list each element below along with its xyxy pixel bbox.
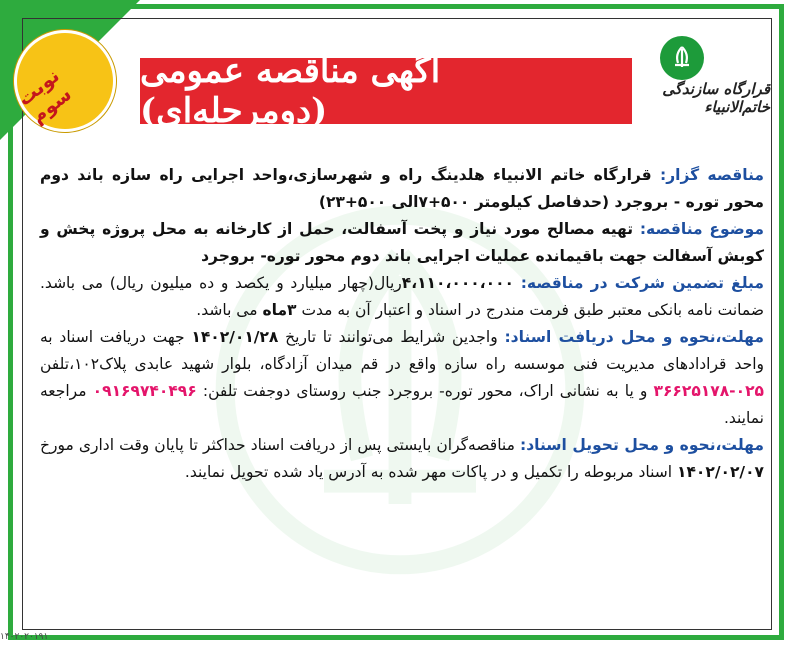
page-title: آگهی مناقصه عمومی (دومرحله‌ای) (140, 51, 441, 131)
tenderer-label: مناقصه گزار: (660, 166, 764, 184)
delivery-paragraph (40, 432, 764, 486)
delivery-label: مهلت،نحوه و محل تحویل اسناد: (520, 436, 764, 454)
documents-text-1: واجدین شرایط می‌توانند تا تاریخ (278, 328, 505, 346)
subject-text: تهیه مصالح مورد نیاز و پخت آسفالت، حمل از کارخانه به محل پروژه پخش و کوبش آسفالت جهت باقیمانده عملیات اجرایی باند دوم محور توره- بروجرد (40, 220, 764, 265)
guarantee-amount: ۴،۱۱۰،۰۰۰،۰۰۰ (401, 274, 515, 292)
documents-paragraph (40, 324, 764, 432)
guarantee-paragraph (40, 270, 764, 324)
guarantee-text-2: می باشد. (196, 301, 263, 319)
tenderer-text: قرارگاه خاتم الانبیاء هلدینگ راه و شهرسازی،واحد اجرایی راه سازه باند دوم محور توره - بروجرد (حدفاصل کیلومتر ۵۰۰+۷الی ۵۰۰+۲۳) (40, 166, 764, 211)
subject-paragraph (40, 216, 764, 270)
tenderer-paragraph (40, 162, 764, 216)
delivery-text-2: اسناد مربوطه را تکمیل و در پاکات مهر شده به آدرس یاد شده تحویل نمایند. (184, 463, 677, 481)
documents-text-3: و یا به نشانی اراک، محور توره- بروجرد جنب روستای دوجفت تلفن: (196, 382, 654, 400)
documents-text-2: جهت دریافت اسناد به واحد قرادادهای مدیریت فنی موسسه راه سازه واقع در قم میدان آزادگاه، بلوار شهید عابدی پلاک۱۰۲،تلفن (40, 328, 764, 373)
documents-mobile: ۰۹۱۶۹۷۴۰۴۹۶ (92, 382, 197, 400)
guarantee-duration: ۳ماه (262, 301, 297, 319)
delivery-date: ۱۴۰۲/۰۲/۰۷ (676, 463, 764, 481)
documents-text-4: مراجعه نمایند. (40, 382, 764, 427)
documents-label: مهلت،نحوه و محل دریافت اسناد: (504, 328, 764, 346)
title-banner (140, 51, 632, 131)
subject-label: موضوع مناقصه: (639, 220, 764, 238)
guarantee-label: مبلغ تضمین شرکت در مناقصه: (520, 274, 764, 292)
organization-name: قرارگاه سازندگی خاتم‌الانبیاء (662, 80, 770, 116)
delivery-text-1: مناقصه‌گران بایستی پس از دریافت اسناد حداکثر تا پایان وقت اداری مورخ (40, 436, 520, 454)
guarantee-text-1: ریال(چهار میلیارد و یکصد و ده میلیون ریال) می باشد. ضمانت نامه بانکی معتبر طبق فرمت مندرج در اسناد و اعتبار آن به مدت (40, 274, 764, 319)
footer-code: ۱۴۰۲۰۲۰۱۹۱ (0, 632, 49, 642)
badge-text: نوبت سوم (13, 64, 76, 128)
emblem-icon (660, 36, 704, 80)
documents-phone: ۰۲۵-۳۶۶۲۵۱۷۸ (653, 382, 764, 400)
documents-date: ۱۴۰۲/۰۱/۲۸ (191, 328, 279, 346)
announcement-body (40, 162, 764, 486)
